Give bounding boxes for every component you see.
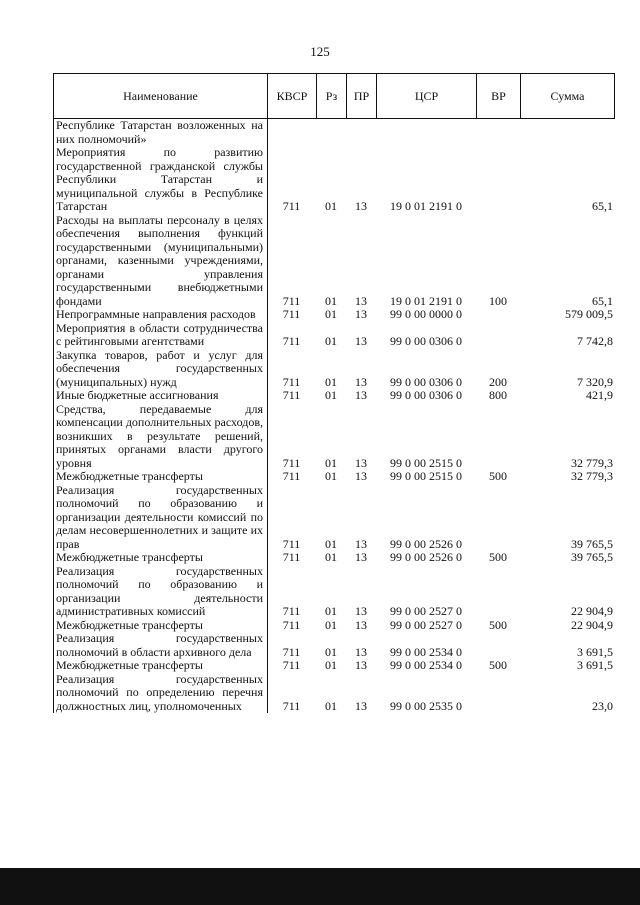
name-column-divider xyxy=(267,119,268,713)
row-name: Реализация государственных полномочий по образованию и организации деятельности комиссий по делам несовершеннолетних и защите их прав xyxy=(56,482,263,551)
row-kvsr: 711 xyxy=(282,617,301,632)
row-vr: 500 xyxy=(489,550,507,564)
row-rz: 01 xyxy=(325,617,337,632)
row-name: Средства, передаваемые для компенсации дополнительных расходов, возникших в результате решений, принятых органами власти другого уровня xyxy=(56,401,263,470)
row-rz: 01 xyxy=(325,374,337,389)
row-csr: 99 0 00 2534 0 xyxy=(390,658,462,672)
row-csr: 99 0 00 2526 0 xyxy=(390,536,462,551)
row-rz: 01 xyxy=(325,604,337,618)
row-rz: 01 xyxy=(325,536,337,551)
table-left-border xyxy=(53,119,54,713)
row-kvsr: 711 xyxy=(282,604,301,618)
row-sum: 579 009,5 xyxy=(565,307,613,321)
row-name: Межбюджетные трансферты xyxy=(56,617,203,632)
row-sum: 39 765,5 xyxy=(571,536,613,551)
table-header xyxy=(53,73,615,119)
row-rz: 01 xyxy=(325,293,337,308)
row-pr: 13 xyxy=(355,644,367,659)
row-pr: 13 xyxy=(355,604,367,618)
table-row xyxy=(53,484,615,552)
row-pr: 13 xyxy=(355,199,367,213)
row-csr: 99 0 00 2527 0 xyxy=(390,604,462,618)
row-rz: 01 xyxy=(325,199,337,213)
row-csr: 99 0 00 0306 0 xyxy=(390,374,462,389)
row-kvsr: 711 xyxy=(282,388,301,402)
row-rz: 01 xyxy=(325,307,337,321)
row-pr: 13 xyxy=(355,388,367,402)
row-csr: 19 0 01 2191 0 xyxy=(390,293,462,308)
header-sum: Сумма xyxy=(550,88,585,103)
row-name: Межбюджетные трансферты xyxy=(56,658,203,672)
row-kvsr: 711 xyxy=(282,293,301,308)
row-sum: 7 742,8 xyxy=(577,334,613,348)
row-sum: 65,1 xyxy=(592,293,613,308)
table-row xyxy=(53,349,615,390)
budget-table xyxy=(53,73,615,713)
row-name: Межбюджетные трансферты xyxy=(56,550,203,564)
row-pr: 13 xyxy=(355,617,367,632)
header-rz: Рз xyxy=(317,74,347,118)
table-row xyxy=(53,565,615,619)
row-csr: 99 0 00 2515 0 xyxy=(390,455,462,470)
table-row xyxy=(53,470,615,484)
header-vr: ВР xyxy=(477,74,521,118)
row-vr: 100 xyxy=(489,293,507,308)
row-kvsr: 711 xyxy=(282,536,301,551)
row-sum: 32 779,3 xyxy=(571,455,613,470)
row-kvsr: 711 xyxy=(282,199,301,213)
row-vr: 500 xyxy=(489,469,507,483)
row-rz: 01 xyxy=(325,469,337,483)
row-name: Реализация государственных полномочий в области архивного дела xyxy=(56,631,263,659)
row-sum: 22 904,9 xyxy=(571,604,613,618)
row-name: Иные бюджетные ассигнования xyxy=(56,388,219,402)
table-body xyxy=(53,119,615,713)
row-csr: 99 0 00 2515 0 xyxy=(390,469,462,483)
row-vr: 500 xyxy=(489,658,507,672)
table-row xyxy=(53,659,615,673)
row-name: Реализация государственных полномочий по образованию и организации деятельности административных комиссий xyxy=(56,563,263,618)
row-name: Республике Татарстан возложенных на них полномочий» xyxy=(56,118,263,146)
row-vr: 200 xyxy=(489,374,507,389)
row-rz: 01 xyxy=(325,658,337,672)
row-pr: 13 xyxy=(355,698,367,713)
row-pr: 13 xyxy=(355,455,367,470)
row-sum: 3 691,5 xyxy=(577,644,613,659)
table-row xyxy=(53,119,615,146)
table-row xyxy=(53,619,615,633)
row-sum: 421,9 xyxy=(586,388,613,402)
row-name: Закупка товаров, работ и услуг для обеспечения государственных (муниципальных) нужд xyxy=(56,347,263,389)
row-pr: 13 xyxy=(355,536,367,551)
scan-bottom-edge xyxy=(0,868,640,905)
row-name: Непрограммные направления расходов xyxy=(56,307,256,321)
row-vr: 500 xyxy=(489,617,507,632)
row-rz: 01 xyxy=(325,644,337,659)
row-pr: 13 xyxy=(355,307,367,321)
table-row xyxy=(53,403,615,471)
table-row xyxy=(53,673,615,714)
header-kvsr: КВСР xyxy=(268,74,317,118)
row-kvsr: 711 xyxy=(282,334,301,348)
row-kvsr: 711 xyxy=(282,374,301,389)
header-pr: ПР xyxy=(347,74,377,118)
page-number: 125 xyxy=(310,44,330,59)
row-sum: 39 765,5 xyxy=(571,550,613,564)
row-sum: 32 779,3 xyxy=(571,469,613,483)
table-row xyxy=(53,632,615,659)
header-csr: ЦСР xyxy=(377,74,477,118)
table-row xyxy=(53,389,615,403)
row-csr: 99 0 00 2535 0 xyxy=(390,698,462,713)
row-vr: 800 xyxy=(489,388,507,402)
row-rz: 01 xyxy=(325,698,337,713)
row-pr: 13 xyxy=(355,469,367,483)
row-csr: 99 0 00 2534 0 xyxy=(390,644,462,659)
row-csr: 99 0 00 0000 0 xyxy=(390,307,462,321)
table-row xyxy=(53,214,615,309)
row-pr: 13 xyxy=(355,293,367,308)
row-kvsr: 711 xyxy=(282,550,301,564)
row-kvsr: 711 xyxy=(282,658,301,672)
row-sum: 7 320,9 xyxy=(577,374,613,389)
row-sum: 23,0 xyxy=(592,698,613,713)
row-sum: 22 904,9 xyxy=(571,617,613,632)
row-sum: 65,1 xyxy=(592,199,613,213)
row-name: Мероприятия в области сотрудничества с рейтинговыми агентствами xyxy=(56,320,263,348)
row-csr: 99 0 00 0306 0 xyxy=(390,334,462,348)
row-kvsr: 711 xyxy=(282,644,301,659)
row-rz: 01 xyxy=(325,455,337,470)
row-csr: 99 0 00 0306 0 xyxy=(390,388,462,402)
table-row xyxy=(53,146,615,214)
row-kvsr: 711 xyxy=(282,455,301,470)
row-rz: 01 xyxy=(325,334,337,348)
row-csr: 99 0 00 2527 0 xyxy=(390,617,462,632)
row-csr: 19 0 01 2191 0 xyxy=(390,199,462,213)
row-name: Мероприятия по развитию государственной гражданской службы Республики Татарстан и муниципальной службы в Республике Татарстан xyxy=(56,145,263,213)
row-sum: 3 691,5 xyxy=(577,658,613,672)
row-kvsr: 711 xyxy=(282,469,301,483)
row-name: Межбюджетные трансферты xyxy=(56,469,203,483)
table-row xyxy=(53,322,615,349)
row-kvsr: 711 xyxy=(282,307,301,321)
row-pr: 13 xyxy=(355,374,367,389)
row-csr: 99 0 00 2526 0 xyxy=(390,550,462,564)
row-name: Реализация государственных полномочий по определению перечня должностных лиц, уполномоченных xyxy=(56,671,263,713)
header-name: Наименование xyxy=(54,74,268,118)
row-rz: 01 xyxy=(325,550,337,564)
row-name: Расходы на выплаты персоналу в целях обеспечения выполнения функций государственными (муниципальными) органами, казенными учреждениями, органами управления государственными внебюджетными фондами xyxy=(56,212,263,308)
table-row xyxy=(53,308,615,322)
row-pr: 13 xyxy=(355,334,367,348)
row-pr: 13 xyxy=(355,550,367,564)
row-pr: 13 xyxy=(355,658,367,672)
row-rz: 01 xyxy=(325,388,337,402)
table-row xyxy=(53,551,615,565)
row-kvsr: 711 xyxy=(282,698,301,713)
